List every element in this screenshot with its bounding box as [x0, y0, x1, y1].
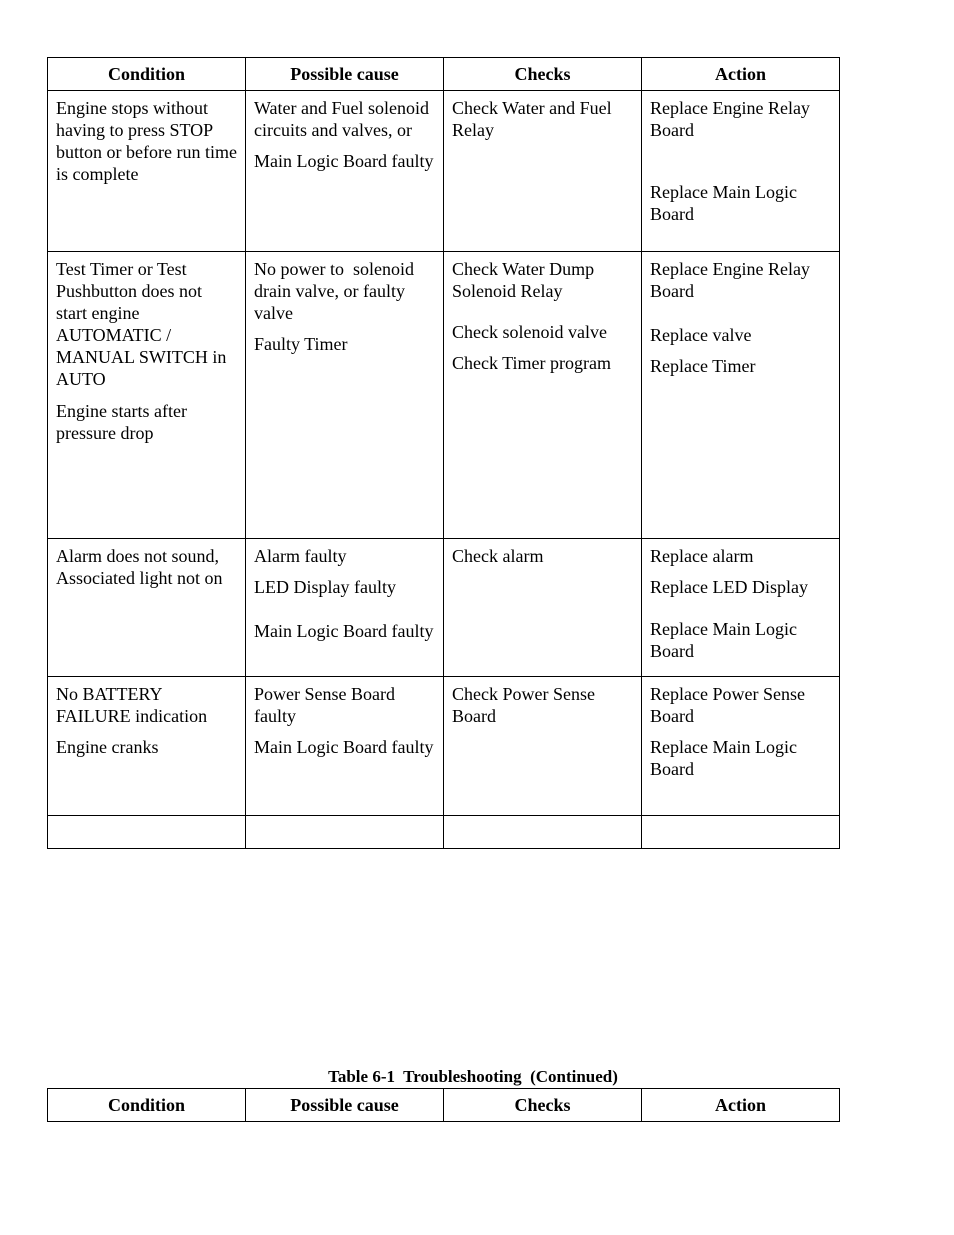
cause-text: LED Display faulty [254, 577, 396, 597]
table-row [48, 677, 840, 816]
checks-cell [444, 677, 642, 816]
header-checks: Checks [444, 58, 642, 91]
checks-text: Check Power Sense Board [452, 684, 600, 726]
checks-text: Check Water and Fuel Relay [452, 98, 617, 140]
empty-cell [444, 816, 642, 849]
action-text: Replace valve [650, 325, 752, 345]
table-caption: Table 6-1 Troubleshooting (Continued) [328, 1067, 618, 1086]
action-text: Replace Timer [650, 356, 756, 376]
cause-text: Main Logic Board faulty [254, 621, 434, 641]
condition-text: Alarm does not sound, Associated light not on [56, 546, 223, 588]
cause-text: Faulty Timer [254, 334, 348, 354]
checks-text: Check alarm [452, 546, 544, 566]
action-text: Replace LED Display [650, 577, 808, 597]
header-condition: Condition [48, 1089, 246, 1122]
header-action: Action [642, 1089, 840, 1122]
header-action: Action [642, 58, 840, 91]
header-possible-cause: Possible cause [246, 58, 444, 91]
condition-text: Test Timer or Test Pushbutton does not start engine AUTOMATIC / MANUAL SWITCH in AUTO [56, 259, 230, 389]
header-possible-cause: Possible cause [246, 1089, 444, 1122]
action-text: Replace Power Sense Board [650, 684, 810, 726]
empty-cell [246, 816, 444, 849]
checks-text: Check Timer program [452, 353, 611, 373]
cause-text: Water and Fuel solenoid circuits and valves, or [254, 98, 434, 140]
table-row [48, 539, 840, 677]
cause-cell [246, 91, 444, 252]
action-text: Replace Main Logic Board [650, 182, 802, 224]
cause-text: Power Sense Board faulty [254, 684, 400, 726]
action-text: Replace Main Logic Board [650, 737, 802, 779]
action-text: Replace Main Logic Board [650, 619, 802, 661]
action-cell [642, 539, 840, 677]
header-checks: Checks [444, 1089, 642, 1122]
table-row [48, 252, 840, 539]
condition-cell [48, 252, 246, 539]
cause-text: Main Logic Board faulty [254, 151, 434, 171]
empty-cell [642, 816, 840, 849]
empty-cell [48, 816, 246, 849]
cause-cell [246, 252, 444, 539]
condition-text: No BATTERY FAILURE indication [56, 684, 208, 726]
action-cell [642, 252, 840, 539]
condition-text: Engine stops without having to press STOP button or before run time is complete [56, 98, 242, 184]
table-row [48, 91, 840, 252]
table-header-row [48, 1089, 840, 1122]
table-row-empty [48, 816, 840, 849]
cause-text: Alarm faulty [254, 546, 347, 566]
action-text: Replace alarm [650, 546, 754, 566]
troubleshooting-table [47, 57, 840, 849]
header-condition: Condition [48, 58, 246, 91]
condition-text: Engine starts after pressure drop [56, 401, 192, 443]
checks-cell [444, 252, 642, 539]
cause-cell [246, 677, 444, 816]
action-cell [642, 91, 840, 252]
condition-text: Engine cranks [56, 737, 159, 757]
checks-text: Check Water Dump Solenoid Relay [452, 259, 599, 301]
table-header-row [48, 58, 840, 91]
condition-cell [48, 677, 246, 816]
action-text: Replace Engine Relay Board [650, 259, 815, 301]
cause-text: No power to solenoid drain valve, or faulty valve [254, 259, 419, 323]
action-text: Replace Engine Relay Board [650, 98, 815, 140]
condition-cell [48, 91, 246, 252]
action-cell [642, 677, 840, 816]
checks-cell [444, 91, 642, 252]
troubleshooting-table-continued [47, 1088, 840, 1122]
checks-text: Check solenoid valve [452, 322, 607, 342]
cause-text: Main Logic Board faulty [254, 737, 434, 757]
checks-cell [444, 539, 642, 677]
cause-cell [246, 539, 444, 677]
condition-cell [48, 539, 246, 677]
